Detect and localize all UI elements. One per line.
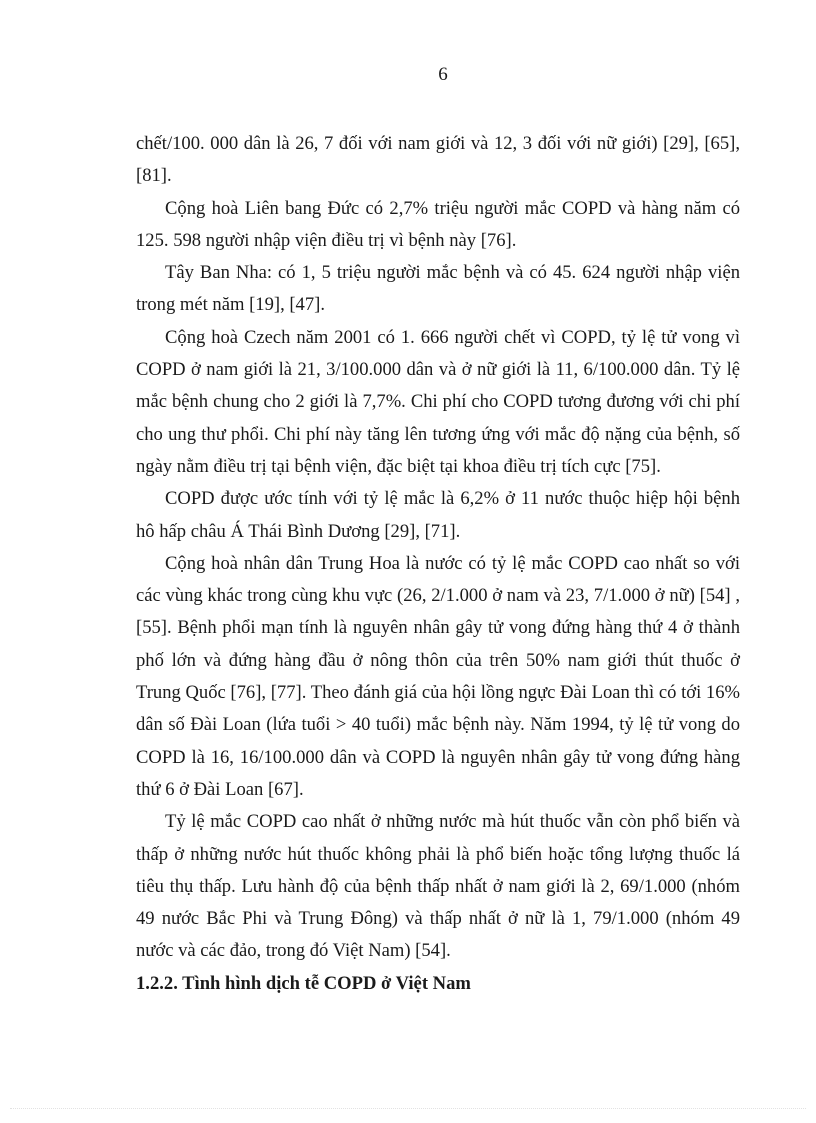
paragraph-germany: Cộng hoà Liên bang Đức có 2,7% triệu người mắc COPD và hàng năm có 125. 598 người nhập viện điều trị vì bệnh này [76]. (136, 197, 740, 251)
page-number: 6 (438, 64, 448, 85)
paragraph-czech: Cộng hoà Czech năm 2001 có 1. 666 người chết vì COPD, tỷ lệ tử vong vì COPD ở nam giới là 21, 3/100.000 dân và ở nữ giới là 11, 6/100.000 dân. Tỷ lệ mắc bệnh chung cho 2 giới là 7,7%. Chi phí cho COPD tương đương với chi phí cho ung thư phổi. Chi phí này tăng lên tương ứng với mắc độ nặng của bệnh, số ngày nằm điều trị tại bệnh viện, đặc biệt tại khoa điều trị tích cực [75]. (136, 326, 740, 477)
paragraph-prevalence-smoking: Tỷ lệ mắc COPD cao nhất ở những nước mà hút thuốc vẫn còn phổ biến và thấp ở những nước hút thuốc không phải là phổ biến hoặc tổng lượng thuốc lá tiêu thụ thấp. Lưu hành độ của bệnh thấp nhất ở nam giới là 2, 69/1.000 (nhóm 49 nước Bắc Phi và Trung Đông) và thấp nhất ở nữ là 1, 79/1.000 (nhóm 49 nước và các đảo, trong đó Việt Nam) [54]. (136, 811, 740, 962)
paragraph-china-taiwan: Cộng hoà nhân dân Trung Hoa là nước có tỷ lệ mắc COPD cao nhất so với các vùng khác trong cùng khu vực (26, 2/1.000 ở nam và 23, 7/1.000 ở nữ) [54] , [55]. Bệnh phổi mạn tính là nguyên nhân gây tử vong đứng hàng thứ 4 ở thành phố lớn và đứng hàng đầu ở nông thôn của trên 50% nam giới thút thuốc ở Trung Quốc [76], [77]. Theo đánh giá của hội lồng ngực Đài Loan thì có tới 16% dân số Đài Loan (lứa tuổi > 40 tuổi) mắc bệnh này. Năm 1994, tỷ lệ tử vong do COPD là 16, 16/100.000 dân và COPD là nguyên nhân gây tử vong đứng hàng thứ 6 ở Đài Loan [67]. (136, 552, 740, 800)
section-heading: 1.2.2. Tình hình dịch tễ COPD ở Việt Nam (136, 972, 471, 994)
paragraph-spain: Tây Ban Nha: có 1, 5 triệu người mắc bệnh và có 45. 624 người nhập viện trong mét năm [19], [47]. (136, 262, 740, 316)
page-bottom-divider (10, 1108, 806, 1109)
document-body (136, 128, 740, 1000)
paragraph-asia-pacific: COPD được ước tính với tỷ lệ mắc là 6,2% ở 11 nước thuộc hiệp hội bệnh hô hấp châu Á Thái Bình Dương [29], [71]. (136, 488, 740, 542)
paragraph-continuation: chết/100. 000 dân là 26, 7 đối với nam giới và 12, 3 đối với nữ giới) [29], [65], [81]. (136, 133, 740, 187)
